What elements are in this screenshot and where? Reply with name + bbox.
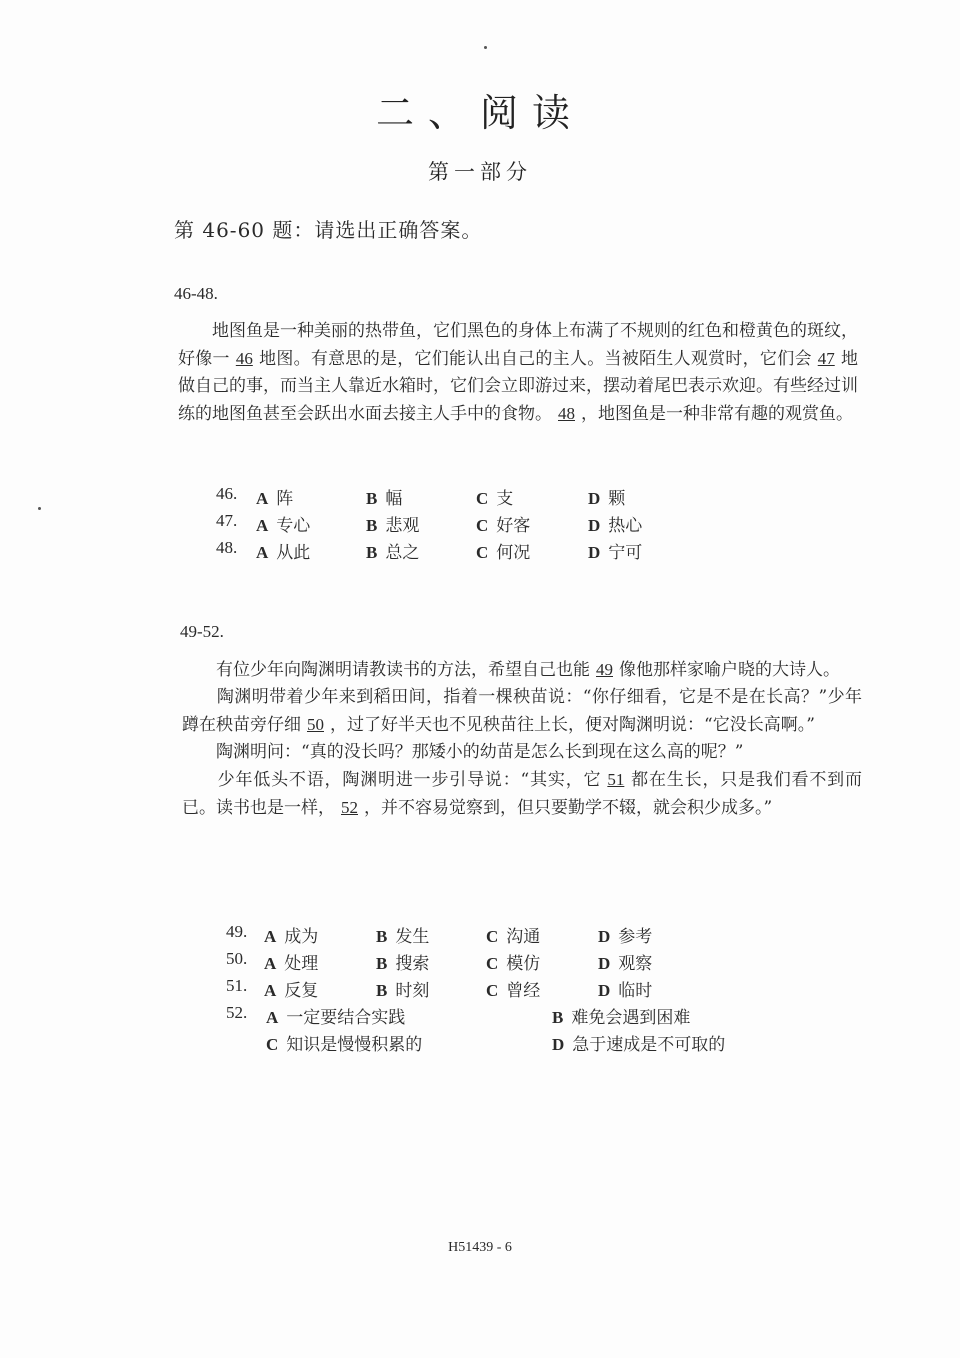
blank-47: 47: [817, 349, 835, 368]
passage-text: 都在生长，只是我们看不到而已。读书也是一样，: [182, 770, 862, 818]
option-d[interactable]: D 宁可: [588, 543, 643, 563]
option-b[interactable]: B 发生: [376, 927, 430, 947]
option-a[interactable]: A 一定要结合实践: [266, 1008, 406, 1028]
option-a[interactable]: A 处理: [264, 954, 319, 974]
question-row-48: [216, 538, 736, 565]
option-c[interactable]: C 支: [476, 489, 514, 509]
passage-paragraph: [182, 766, 862, 822]
passage-text: 少年低头不语，陶渊明进一步引导说：“其实，它: [182, 770, 602, 790]
option-d[interactable]: D 参考: [598, 927, 653, 947]
question-number: 50.: [226, 949, 248, 968]
question-number: 48.: [216, 538, 238, 557]
option-a[interactable]: A 从此: [256, 543, 311, 563]
blank-46: 46: [235, 349, 253, 368]
option-b[interactable]: B 悲观: [366, 516, 420, 536]
scan-speck: [484, 46, 487, 49]
scan-speck: [38, 507, 41, 510]
passage-text: 地图。有意思的是，它们能认出自己的主人。当被陌生人观赏时，它们会: [258, 349, 812, 369]
option-d[interactable]: D 热心: [588, 516, 643, 536]
blank-49: 49: [596, 660, 613, 679]
option-c[interactable]: C 沟通: [486, 927, 541, 947]
question-number: 52.: [226, 1003, 248, 1022]
question-number: 51.: [226, 976, 248, 995]
passage-paragraph: [182, 684, 862, 739]
blank-48: 48: [558, 404, 575, 423]
blank-51: 51: [607, 770, 625, 789]
part-subtitle: 第一部分: [428, 160, 532, 184]
blank-52: 52: [341, 798, 358, 817]
option-d[interactable]: D 颗: [588, 489, 626, 509]
question-number: 46.: [216, 484, 238, 503]
question-list-46-48: [216, 484, 736, 565]
question-row-47: [216, 511, 736, 538]
passage-text: 陶渊明问：“真的没长吗？那矮小的幼苗是怎么长到现在这么高的呢？”: [182, 742, 744, 762]
option-d[interactable]: D 观察: [598, 954, 653, 974]
passage-text: 陶渊明带着少年来到稻田间，指着一棵秧苗说：“你仔细看，它是不是在长高？”少年蹲在秧苗旁仔细: [182, 687, 862, 735]
question-row-49: [226, 922, 786, 949]
passage-49-52: [182, 656, 862, 822]
option-b[interactable]: B 难免会遇到困难: [552, 1008, 691, 1028]
passage-paragraph: [182, 656, 862, 684]
option-a[interactable]: A 阵: [256, 489, 294, 509]
passage-text: 地图鱼是一种美丽的热带鱼，它们黑色的身体上布满了不规则的红色和橙黄色的斑纹，好像一: [178, 321, 858, 369]
instructions: 第 46-60 题：请选出正确答案。: [174, 218, 483, 242]
option-b[interactable]: B 搜索: [376, 954, 430, 974]
option-c[interactable]: C 好客: [476, 516, 531, 536]
passage-text: ，并不容易觉察到，但只要勤学不辍，就会积少成多。”: [364, 798, 773, 818]
question-number: 49.: [226, 922, 248, 941]
page-footer-code: H51439 - 6: [448, 1240, 512, 1255]
blank-50: 50: [307, 715, 324, 734]
option-d[interactable]: D 临时: [598, 981, 653, 1001]
passage-text: 有位少年向陶渊明请教读书的方法，希望自己也能: [182, 660, 590, 680]
passage-text: 像他那样家喻户晓的大诗人。: [619, 660, 840, 680]
question-row-50: [226, 949, 786, 976]
option-c[interactable]: C 模仿: [486, 954, 541, 974]
option-c[interactable]: C 知识是慢慢积累的: [266, 1035, 423, 1055]
option-c[interactable]: C 何况: [476, 543, 531, 563]
passage-paragraph: [182, 739, 862, 766]
section-label-49-52: 49-52.: [180, 622, 224, 641]
passage-text: ，地图鱼是一种非常有趣的观赏鱼。: [581, 404, 853, 424]
passage-text: 地做自己的事，而当主人靠近水箱时，它们会立即游过来，摆动着尾巴表示欢迎。有些经过训练的地图鱼甚至会跃出水面去接主人手中的食物。: [178, 349, 859, 424]
passage-text: ，过了好半天也不见秧苗往上长，便对陶渊明说：“它没长高啊。”: [330, 715, 815, 735]
option-a[interactable]: A 反复: [264, 981, 319, 1001]
section-label-46-48: 46-48.: [174, 284, 218, 303]
question-row-52: [226, 1003, 786, 1057]
passage-46-48: [178, 318, 858, 428]
option-b[interactable]: B 幅: [366, 489, 403, 509]
question-number: 47.: [216, 511, 238, 530]
option-a[interactable]: A 成为: [264, 927, 319, 947]
option-c[interactable]: C 曾经: [486, 981, 541, 1001]
option-b[interactable]: B 时刻: [376, 981, 430, 1001]
question-row-51: [226, 976, 786, 1003]
question-row-46: [216, 484, 736, 511]
option-a[interactable]: A 专心: [256, 516, 311, 536]
option-d[interactable]: D 急于速成是不可取的: [552, 1035, 726, 1055]
option-b[interactable]: B 总之: [366, 543, 420, 563]
page-title: 二、阅读: [375, 91, 584, 135]
question-list-49-52: [226, 922, 786, 1057]
